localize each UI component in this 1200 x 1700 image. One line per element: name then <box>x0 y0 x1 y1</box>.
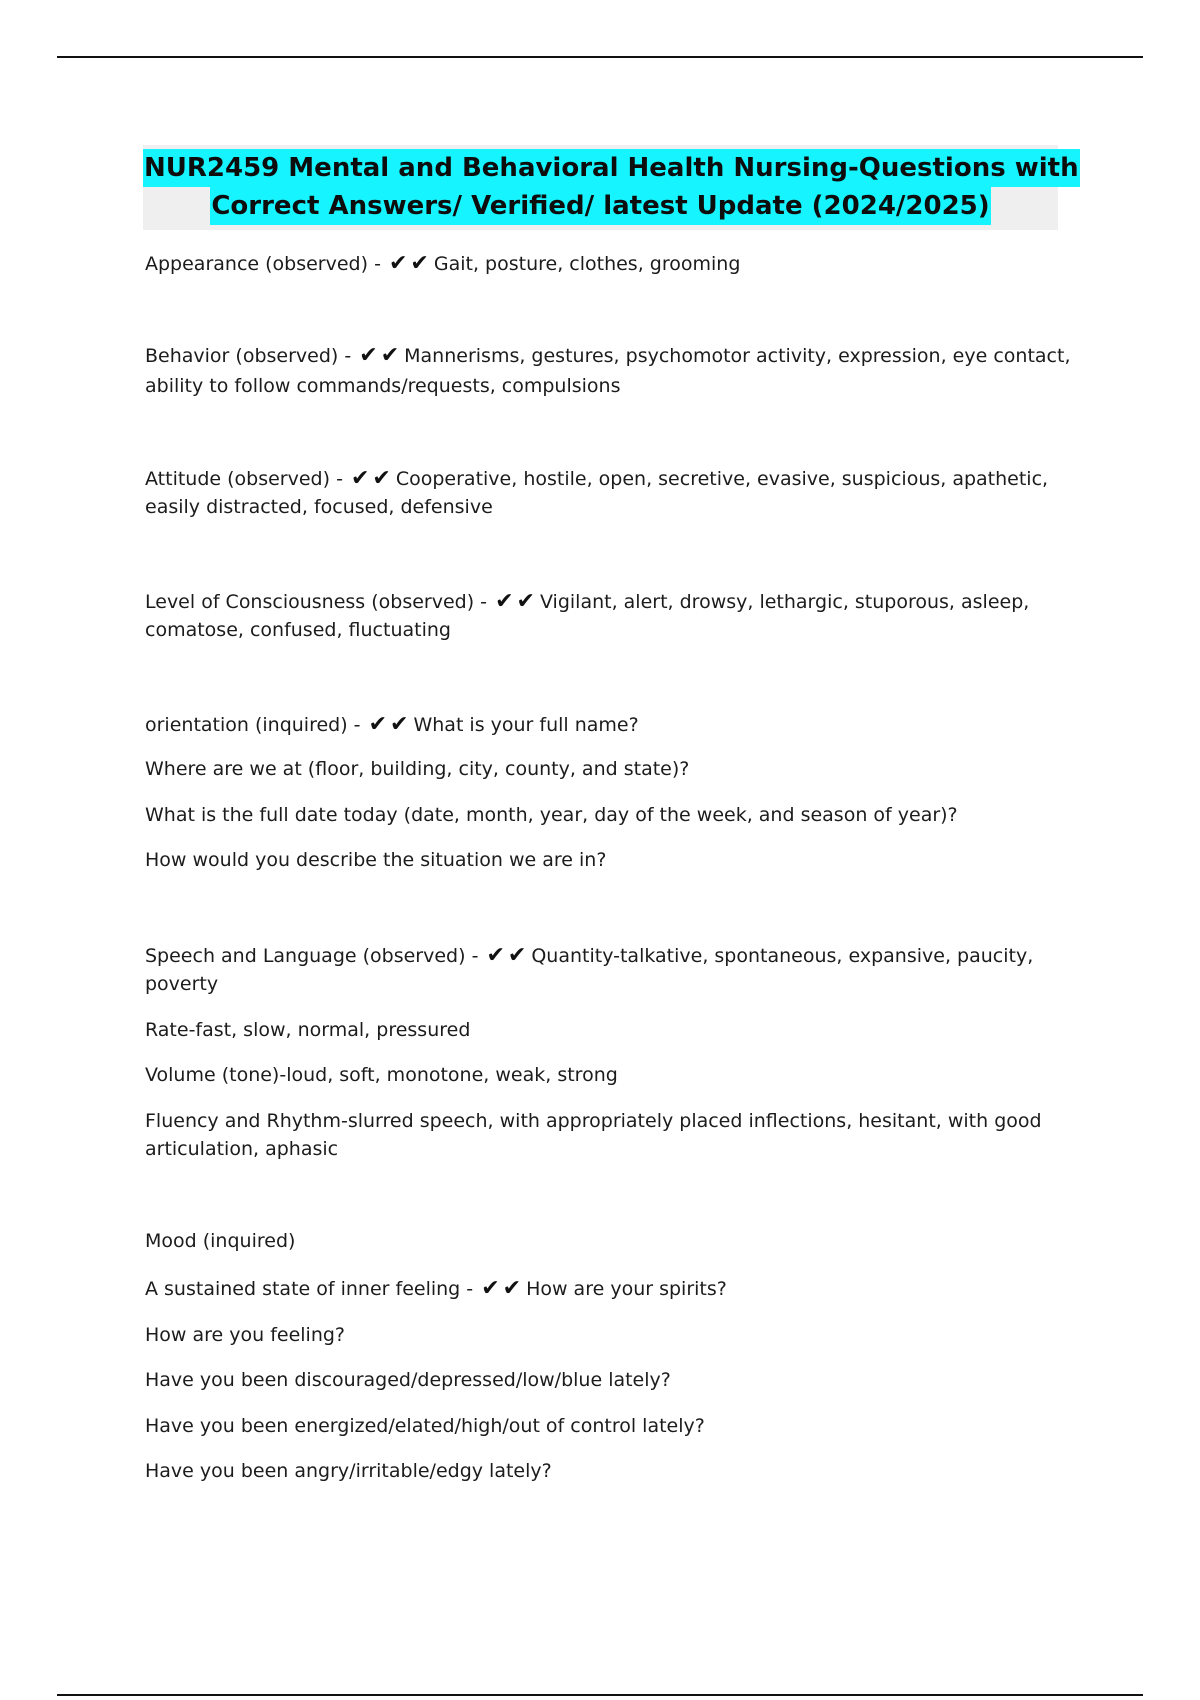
term: Level of Consciousness (observed) - <box>145 591 488 613</box>
mood-heading: Mood (inquired) <box>145 1230 296 1252</box>
orientation-line: Where are we at (floor, building, city, county, and state)? <box>145 758 690 780</box>
answer: Vigilant, alert, drowsy, lethargic, stuporous, asleep, <box>539 591 1030 613</box>
term: orientation (inquired) - <box>145 714 361 736</box>
entry-speech-cont: poverty <box>145 973 219 995</box>
orientation-line: What is the full date today (date, month, year, day of the week, and season of year)? <box>145 804 958 826</box>
title-line-1: NUR2459 Mental and Behavioral Health Nursing-Questions with <box>143 149 1080 187</box>
mood-line: How are you feeling? <box>145 1324 346 1346</box>
speech-line: articulation, aphasic <box>145 1138 339 1160</box>
entry-attitude <box>145 465 1048 493</box>
mood-line: Have you been energized/elated/high/out of control lately? <box>145 1415 705 1437</box>
checkmark-icon: ✔✔ <box>368 712 412 737</box>
entry-speech <box>145 942 1033 970</box>
term: A sustained state of inner feeling - <box>145 1278 474 1300</box>
checkmark-icon: ✔✔ <box>486 943 530 968</box>
checkmark-icon: ✔✔ <box>495 589 538 614</box>
speech-line: Rate-fast, slow, normal, pressured <box>145 1019 471 1041</box>
entry-behavior-cont: ability to follow commands/requests, compulsions <box>145 375 621 397</box>
checkmark-icon: ✔✔ <box>388 251 432 276</box>
top-rule <box>57 56 1143 58</box>
answer: Cooperative, hostile, open, secretive, evasive, suspicious, apathetic, <box>395 468 1049 490</box>
term: Attitude (observed) - <box>145 468 343 490</box>
entry-mood <box>145 1275 727 1303</box>
answer: Mannerisms, gestures, psychomotor activity, expression, eye contact, <box>404 345 1071 367</box>
answer: Gait, posture, clothes, grooming <box>433 253 741 275</box>
answer: What is your full name? <box>413 714 639 736</box>
speech-line: Volume (tone)-loud, soft, monotone, weak, strong <box>145 1064 618 1086</box>
entry-appearance <box>145 250 740 278</box>
entry-orientation <box>145 711 639 739</box>
entry-consciousness-cont: comatose, confused, fluctuating <box>145 619 451 641</box>
title-block <box>143 145 1079 230</box>
term: Behavior (observed) - <box>145 345 352 367</box>
bottom-rule <box>57 1694 1143 1696</box>
title-line-2: Correct Answers/ Verified/ latest Update (2024/2025) <box>210 187 990 225</box>
answer: Quantity-talkative, spontaneous, expansive, paucity, <box>531 945 1034 967</box>
checkmark-icon: ✔✔ <box>481 1276 525 1301</box>
answer: How are your spirits? <box>526 1278 727 1300</box>
mood-line: Have you been discouraged/depressed/low/blue lately? <box>145 1369 671 1391</box>
entry-behavior <box>145 342 1071 370</box>
checkmark-icon: ✔✔ <box>350 466 394 491</box>
entry-consciousness <box>145 588 1029 616</box>
orientation-line: How would you describe the situation we are in? <box>145 849 607 871</box>
term: Appearance (observed) - <box>145 253 381 275</box>
entry-attitude-cont: easily distracted, focused, defensive <box>145 496 493 518</box>
mood-line: Have you been angry/irritable/edgy lately? <box>145 1460 552 1482</box>
checkmark-icon: ✔✔ <box>359 343 403 368</box>
speech-line: Fluency and Rhythm-slurred speech, with appropriately placed inflections, hesitant, with good <box>145 1110 1042 1132</box>
term: Speech and Language (observed) - <box>145 945 479 967</box>
